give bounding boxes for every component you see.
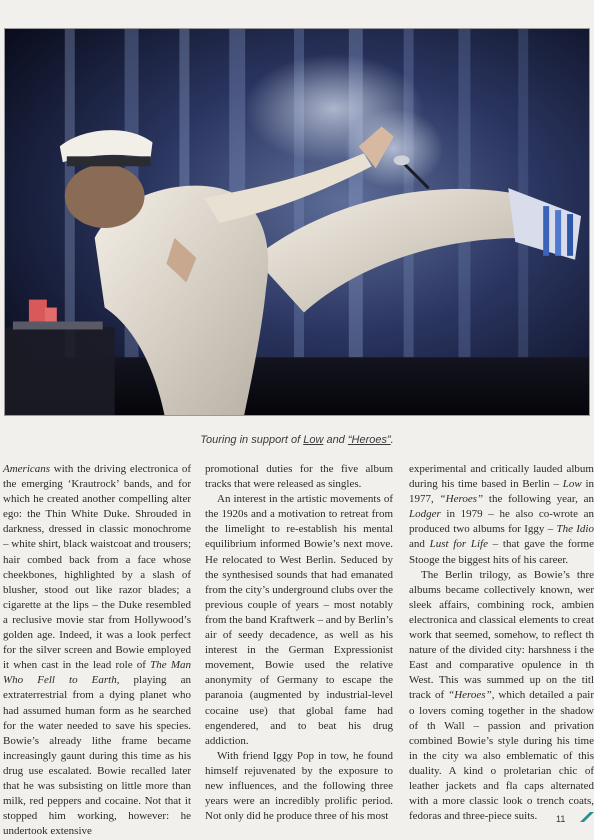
body-column-1 xyxy=(3,462,191,839)
text-run: , which detailed a pair o lovers coming together in the shadow of th Wall – passion and privation combined Bowie’s style during his time in the city wa also emblematic of this duality. A kind o proletarian chic of leather jackets and fla caps alternated with a more classic look o trench coats, fedoras and three-piece suits. xyxy=(409,689,594,823)
caption-album-heroes: “Heroes” xyxy=(347,434,391,446)
paragraph xyxy=(409,568,594,825)
caption-prefix: Touring in support of xyxy=(200,434,304,446)
italic-title: Americans xyxy=(3,463,51,475)
paragraph xyxy=(3,462,191,839)
text-run: – that gave the forme Stooge the biggest hits of his career. xyxy=(409,538,594,566)
text-run: , playing an extraterrestrial from a dying planet who had assumed human form as he searched for the water needed to save his species. Bowie’s already lithe frame became increasingly gaunt during this time as his drug use escalated. Bowie recalled later that he was subsisting on little more than milk, red peppers and cocaine. Not that it stopped him working, however: he undertook extensive xyxy=(3,674,191,838)
text-run: The Berlin trilogy, as Bowie’s thre albums became collectively known, wer sleek affairs, combining rock, ambien electronica and classical elements to creat work that seemed, somehow, to reflect th nature of the divided city: harshness i the East and comparative opulence in th West. This was summed up on the titl track of xyxy=(409,568,594,702)
caption-middle: and xyxy=(323,434,348,446)
concert-photo-illustration xyxy=(5,29,589,415)
caption-suffix: . xyxy=(390,434,394,446)
concert-photo xyxy=(4,28,590,416)
paragraph xyxy=(205,462,393,492)
text-run: in 1979 – he also co-wrote an produced two albums for Iggy – xyxy=(409,508,594,536)
text-run: experimental and critically lauded album during his time based in Berlin – xyxy=(409,463,594,491)
paragraph xyxy=(205,492,393,749)
caption-album-low: Low xyxy=(303,434,324,446)
italic-title: Lodger xyxy=(409,508,441,521)
text-run: With friend Iggy Pop in tow, he found himself rejuvenated by the exposure to new influences, and the following three years were an incredibly prolific period. Not only did he produce three of his most xyxy=(205,749,393,823)
page-number: 11 xyxy=(556,814,566,824)
corner-slash-icon xyxy=(578,812,594,822)
italic-title: “Heroes” xyxy=(439,493,484,506)
italic-title: The Man Who Fell to Earth xyxy=(3,659,191,687)
photo-caption xyxy=(0,434,594,446)
text-run: An interest in the artistic movements of the 1920s and a motivation to retreat from the limelight to re-establish his mental equilibrium informed Bowie’s next move. He relocated to West Berlin. Seduced by the synthesised sounds that had emanated from the city’s underground clubs over the previous couple of years – most notably from the band Kraftwerk – and by Berlin’s air of seedy decadence, as well as his interest in the German Expressionist movement, Bowie used the relative anonymity of Germany to escape the paranoia (augmented by industrial-level cocaine use) that global fame had engendered, and to beat his drug addiction. xyxy=(205,493,393,747)
paragraph xyxy=(205,749,393,824)
italic-title: “Heroes” xyxy=(448,689,492,702)
italic-title: The Idio xyxy=(556,523,594,536)
italic-title: Lust for Life xyxy=(429,538,488,551)
text-run: with the driving electronica of the emerging ‘Krautrock’ bands, and for which he created another compelling alter ego: the Thin White Duke. Shrouded in darkness, dressed in classic monochrome – white shirt, black waistcoat and trousers; hair combed back from a face whose cheekbones, highlighted by a slash of blusher, stood out like razor blades; a cigarette at the lips – the Duke resembled a reclusive movie star from Hollywood’s golden age. Indeed, it was a look perfect for the silver screen and Bowie employed it when cast in the lead role of xyxy=(3,463,191,672)
text-run: promotional duties for the five album tracks that were released as singles. xyxy=(205,463,393,491)
body-column-3 xyxy=(409,462,594,824)
text-run: the following year, an xyxy=(483,493,594,506)
text-run: in 1977, xyxy=(409,478,594,506)
body-column-2 xyxy=(205,462,393,824)
paragraph xyxy=(409,462,594,568)
text-run: and xyxy=(409,538,430,551)
italic-title: Low xyxy=(562,478,582,491)
